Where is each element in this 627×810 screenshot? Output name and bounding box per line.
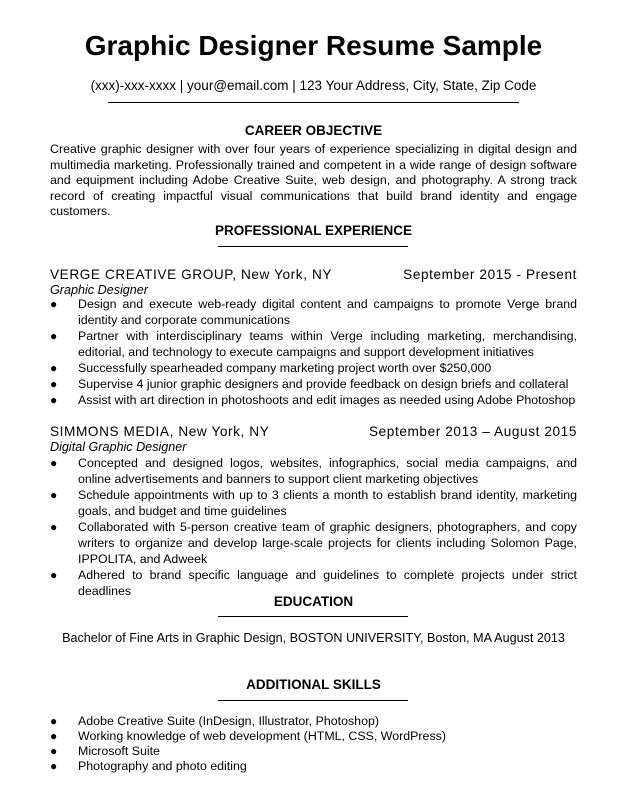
experience-divider bbox=[218, 246, 408, 247]
skills-divider bbox=[218, 700, 408, 701]
list-item: ● Partner with interdisciplinary teams within Verge including marketing, merchandising, editorial, and technology to execute campaigns and support development initiatives bbox=[50, 329, 577, 359]
bullet-icon: ● bbox=[50, 361, 58, 375]
list-item: ● Collaborated with 5-person creative team of graphic designers, photographers, and copy writers to organize and develop large-scale projects for clients including Solomon Page, IPPOLITA, and Adweek bbox=[50, 520, 577, 566]
bullet-icon: ● bbox=[50, 393, 58, 407]
bullet-icon: ● bbox=[50, 377, 58, 391]
list-item: ● Adobe Creative Suite (InDesign, Illustrator, Photoshop) bbox=[50, 714, 379, 728]
bullet-icon: ● bbox=[50, 297, 58, 311]
list-item: ● Assist with art direction in photoshoots and edit images as needed using Adobe Photoshop bbox=[50, 393, 576, 407]
job-dates: September 2015 - Present bbox=[403, 267, 577, 282]
list-item: ● Successfully spearheaded company marketing project worth over $250,000 bbox=[50, 361, 492, 375]
education-text: Bachelor of Fine Arts in Graphic Design, BOSTON UNIVERSITY, Boston, MA August 2013 bbox=[62, 631, 565, 645]
job-title: Graphic Designer bbox=[50, 283, 148, 297]
job-bullets bbox=[50, 455, 577, 599]
skills-list bbox=[50, 714, 577, 774]
bullet-icon: ● bbox=[50, 329, 58, 343]
experience-heading: PROFESSIONAL EXPERIENCE bbox=[214, 223, 413, 238]
list-item: ● Concepted and designed logos, websites, infographics, social media campaigns, and online advertisements and banners to support client marketing objectives bbox=[50, 456, 577, 486]
bullet-icon: ● bbox=[50, 520, 58, 534]
job-bullets bbox=[50, 296, 577, 408]
job-company: VERGE CREATIVE GROUP, New York, NY bbox=[50, 267, 333, 282]
bullet-icon: ● bbox=[50, 488, 58, 502]
skills-heading: ADDITIONAL SKILLS bbox=[246, 677, 381, 692]
education-heading: EDUCATION bbox=[273, 594, 354, 609]
bullet-icon: ● bbox=[50, 568, 58, 582]
list-item: ● Working knowledge of web development (HTML, CSS, WordPress) bbox=[50, 729, 446, 743]
bullet-icon: ● bbox=[50, 729, 58, 743]
job-title: Digital Graphic Designer bbox=[50, 440, 187, 454]
job-dates: September 2013 – August 2015 bbox=[368, 424, 577, 439]
career-objective-text: Creative graphic designer with over four years of experience specializing in digital design and multimedia marketing. Professionally trained and competent in a wide range of design software and equipment including Adobe Creative Suite, web design, and photography. A strong track record of creating impactful visual communications that build brand identity and engage customers. bbox=[50, 142, 577, 218]
bullet-icon: ● bbox=[50, 456, 58, 470]
bullet-icon: ● bbox=[50, 759, 58, 773]
education-divider bbox=[218, 616, 408, 617]
list-item: ● Design and execute web-ready digital content and campaigns to promote Verge brand identity and corporate communications bbox=[50, 297, 577, 327]
list-item: ● Photography and photo editing bbox=[50, 759, 247, 773]
contact-line: (xxx)-xxx-xxxx | your@email.com | 123 Your Address, City, State, Zip Code bbox=[90, 78, 537, 93]
contact-divider bbox=[108, 102, 519, 103]
job-company: SIMMONS MEDIA, New York, NY bbox=[50, 424, 270, 439]
resume-title: Graphic Designer Resume Sample bbox=[84, 30, 543, 61]
bullet-icon: ● bbox=[50, 714, 58, 728]
list-item: ● Supervise 4 junior graphic designers and provide feedback on design briefs and collateral bbox=[50, 377, 569, 391]
bullet-icon: ● bbox=[50, 744, 58, 758]
list-item: ● Microsoft Suite bbox=[50, 744, 160, 758]
career-objective-heading: CAREER OBJECTIVE bbox=[244, 123, 383, 138]
list-item: ● Schedule appointments with up to 3 clients a month to establish brand identity, marketing goals, and budget and time guidelines bbox=[50, 488, 577, 518]
list-item: ● Adhered to brand specific language and guidelines to complete projects under strict deadlines bbox=[50, 568, 577, 598]
